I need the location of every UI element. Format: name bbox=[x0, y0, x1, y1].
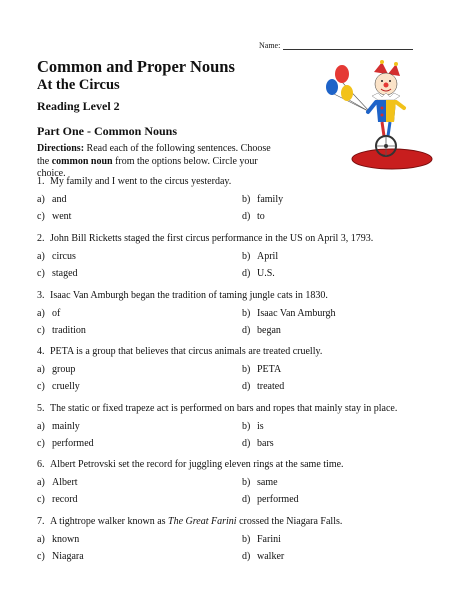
option-d[interactable] bbox=[242, 325, 281, 337]
option-text: to bbox=[257, 211, 265, 222]
option-a[interactable] bbox=[37, 421, 80, 433]
option-c[interactable] bbox=[37, 325, 86, 337]
option-text: U.S. bbox=[257, 268, 275, 279]
answer-options bbox=[37, 194, 457, 234]
option-text: circus bbox=[52, 251, 76, 262]
question-text bbox=[37, 233, 457, 245]
option-b[interactable] bbox=[242, 364, 281, 376]
option-a[interactable] bbox=[37, 194, 66, 206]
option-text: PETA bbox=[257, 364, 282, 375]
directions-text-1: Read each of the following sentences. Choose the bbox=[37, 143, 271, 167]
option-letter: d) bbox=[242, 551, 251, 562]
option-text: same bbox=[257, 477, 278, 488]
option-text: group bbox=[52, 364, 76, 375]
option-text: Farini bbox=[257, 534, 281, 545]
option-text: family bbox=[257, 194, 284, 205]
option-letter: a) bbox=[37, 251, 45, 262]
name-label: Name: bbox=[259, 41, 281, 50]
question-number: 5. bbox=[37, 403, 45, 414]
question-number: 4. bbox=[37, 346, 45, 357]
option-text: tradition bbox=[52, 325, 86, 336]
answer-options bbox=[37, 308, 457, 348]
question-text bbox=[37, 516, 457, 528]
answer-options bbox=[37, 477, 457, 517]
option-text: Niagara bbox=[52, 551, 84, 562]
option-letter: d) bbox=[242, 494, 251, 505]
question-sentence: Albert Petrovski set the record for juggling eleven rings at the same time. bbox=[50, 459, 344, 470]
option-letter: d) bbox=[242, 268, 251, 279]
option-letter: b) bbox=[242, 364, 251, 375]
option-c[interactable] bbox=[37, 211, 71, 223]
option-c[interactable] bbox=[37, 381, 80, 393]
option-letter: c) bbox=[37, 551, 45, 562]
option-letter: a) bbox=[37, 308, 45, 319]
option-letter: b) bbox=[242, 194, 251, 205]
name-field bbox=[259, 41, 413, 50]
answer-options bbox=[37, 534, 457, 574]
option-letter: c) bbox=[37, 325, 45, 336]
option-d[interactable] bbox=[242, 268, 275, 280]
option-letter: d) bbox=[242, 438, 251, 449]
option-text: and bbox=[52, 194, 67, 205]
question-text bbox=[37, 176, 457, 188]
directions-text-2: from the options below. Circle your choice. bbox=[37, 155, 258, 179]
option-letter: a) bbox=[37, 194, 45, 205]
option-b[interactable] bbox=[242, 194, 283, 206]
option-a[interactable] bbox=[37, 477, 78, 489]
reading-level: Reading Level 2 bbox=[37, 99, 120, 113]
option-text: performed bbox=[52, 438, 94, 449]
option-letter: d) bbox=[242, 381, 251, 392]
clown-unicycle-illustration bbox=[322, 60, 440, 180]
question-text bbox=[37, 459, 457, 471]
option-a[interactable] bbox=[37, 364, 75, 376]
question-sentence: PETA is a group that believes that circus animals are treated cruelly. bbox=[50, 346, 323, 357]
option-letter: c) bbox=[37, 268, 45, 279]
option-text: of bbox=[52, 308, 61, 319]
worksheet-subtitle: At the Circus bbox=[37, 77, 120, 93]
option-d[interactable] bbox=[242, 381, 284, 393]
option-letter: b) bbox=[242, 421, 251, 432]
option-letter: a) bbox=[37, 477, 45, 488]
part-heading: Part One - Common Nouns bbox=[37, 124, 177, 138]
option-text: walker bbox=[257, 551, 285, 562]
question-italic-title: The Great Farini bbox=[168, 516, 237, 527]
question-sentence: John Bill Ricketts staged the first circus performance in the US on April 3, 1793. bbox=[50, 233, 374, 244]
question-number: 6. bbox=[37, 459, 45, 470]
option-b[interactable] bbox=[242, 421, 264, 433]
option-text: known bbox=[52, 534, 80, 545]
question-4 bbox=[37, 346, 457, 404]
option-d[interactable] bbox=[242, 494, 299, 506]
option-text: began bbox=[257, 325, 281, 336]
option-text: cruelly bbox=[52, 381, 80, 392]
option-d[interactable] bbox=[242, 211, 265, 223]
question-number: 3. bbox=[37, 290, 45, 301]
option-letter: d) bbox=[242, 325, 251, 336]
option-text: performed bbox=[257, 494, 299, 505]
directions-emphasis: common noun bbox=[51, 155, 113, 167]
name-blank-line[interactable] bbox=[283, 42, 413, 50]
question-6 bbox=[37, 459, 457, 517]
option-b[interactable] bbox=[242, 477, 278, 489]
option-letter: c) bbox=[37, 381, 45, 392]
question-sentence-end: crossed the Niagara Falls. bbox=[236, 516, 343, 527]
answer-options bbox=[37, 251, 457, 291]
option-b[interactable] bbox=[242, 251, 278, 263]
option-a[interactable] bbox=[37, 251, 76, 263]
option-letter: a) bbox=[37, 421, 45, 432]
option-letter: b) bbox=[242, 534, 251, 545]
option-letter: c) bbox=[37, 494, 45, 505]
question-1 bbox=[37, 176, 457, 234]
option-a[interactable] bbox=[37, 308, 60, 320]
option-text: Albert bbox=[52, 477, 78, 488]
question-sentence: A tightrope walker known as bbox=[50, 516, 169, 527]
option-c[interactable] bbox=[37, 494, 78, 506]
worksheet-title: Common and Proper Nouns bbox=[37, 57, 235, 76]
question-7 bbox=[37, 516, 457, 574]
option-text: April bbox=[257, 251, 279, 262]
option-letter: b) bbox=[242, 308, 251, 319]
option-d[interactable] bbox=[242, 438, 274, 450]
option-text: Isaac Van Amburgh bbox=[257, 308, 336, 319]
option-letter: b) bbox=[242, 251, 251, 262]
question-2 bbox=[37, 233, 457, 291]
option-b[interactable] bbox=[242, 308, 336, 320]
option-letter: c) bbox=[37, 438, 45, 449]
directions bbox=[37, 143, 277, 181]
option-d[interactable] bbox=[242, 551, 284, 563]
question-sentence: Isaac Van Amburgh began the tradition of taming jungle cats in 1830. bbox=[50, 290, 328, 301]
directions-label: Directions: bbox=[37, 143, 85, 154]
option-text: bars bbox=[257, 438, 274, 449]
option-b[interactable] bbox=[242, 534, 281, 546]
question-number: 7. bbox=[37, 516, 45, 527]
option-a[interactable] bbox=[37, 534, 79, 546]
option-text: staged bbox=[52, 268, 78, 279]
option-letter: b) bbox=[242, 477, 251, 488]
option-letter: a) bbox=[37, 534, 45, 545]
answer-options bbox=[37, 421, 457, 461]
question-number: 1. bbox=[37, 176, 45, 187]
question-number: 2. bbox=[37, 233, 45, 244]
option-text: treated bbox=[257, 381, 285, 392]
option-text: mainly bbox=[52, 421, 80, 432]
option-c[interactable] bbox=[37, 551, 84, 563]
question-5 bbox=[37, 403, 457, 461]
question-text bbox=[37, 290, 457, 302]
option-letter: a) bbox=[37, 364, 45, 375]
question-sentence: My family and I went to the circus yesterday. bbox=[50, 176, 232, 187]
option-text: went bbox=[52, 211, 72, 222]
option-letter: c) bbox=[37, 211, 45, 222]
question-text bbox=[37, 346, 457, 358]
question-sentence: The static or fixed trapeze act is performed on bars and ropes that mainly stay in place. bbox=[50, 403, 398, 414]
option-text: record bbox=[52, 494, 78, 505]
option-text: is bbox=[257, 421, 264, 432]
answer-options bbox=[37, 364, 457, 404]
option-letter: d) bbox=[242, 211, 251, 222]
option-c[interactable] bbox=[37, 268, 78, 280]
question-text bbox=[37, 403, 457, 415]
option-c[interactable] bbox=[37, 438, 94, 450]
question-3 bbox=[37, 290, 457, 348]
